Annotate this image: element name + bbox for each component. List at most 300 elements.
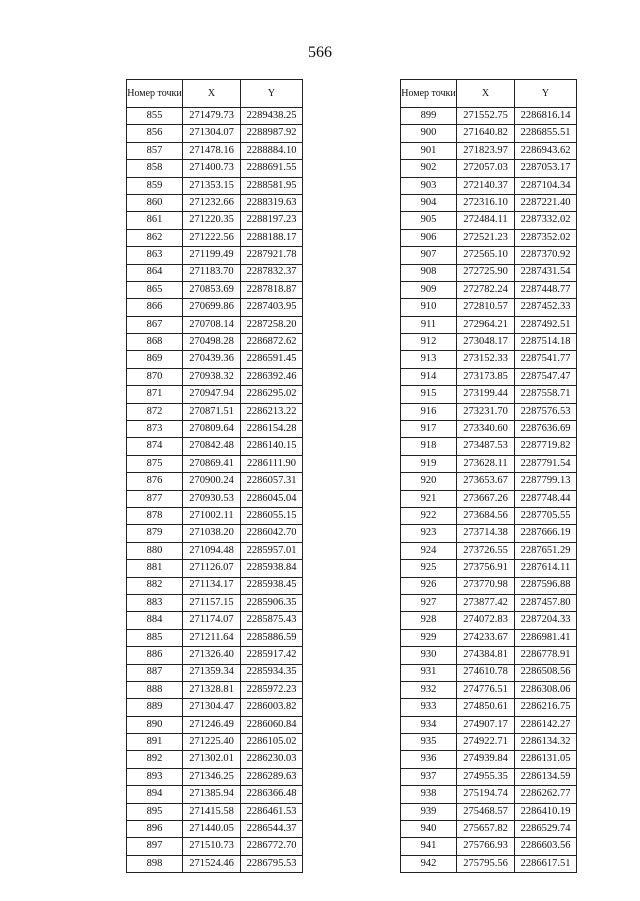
y-coordinate-cell: 2286772.70 <box>241 838 303 855</box>
point-number-cell: 880 <box>127 542 183 559</box>
table-row <box>127 403 303 420</box>
y-coordinate-cell: 2286055.15 <box>241 507 303 524</box>
table-row <box>127 229 303 246</box>
y-coordinate-cell: 2286603.56 <box>515 838 577 855</box>
table-row <box>401 507 577 524</box>
x-coordinate-cell: 271524.46 <box>183 855 241 872</box>
table-row <box>401 194 577 211</box>
y-coordinate-cell: 2287514.18 <box>515 334 577 351</box>
point-number-cell: 862 <box>127 229 183 246</box>
table-row <box>127 212 303 229</box>
table-row <box>401 108 577 125</box>
y-coordinate-cell: 2288197.23 <box>241 212 303 229</box>
y-coordinate-cell: 2286262.77 <box>515 786 577 803</box>
x-coordinate-cell: 275194.74 <box>457 786 515 803</box>
table-row <box>127 855 303 872</box>
x-coordinate-cell: 271225.40 <box>183 734 241 751</box>
x-coordinate-cell: 272810.57 <box>457 299 515 316</box>
y-coordinate-cell: 2286230.03 <box>241 751 303 768</box>
table-header-row <box>127 80 303 108</box>
point-number-cell: 923 <box>401 525 457 542</box>
x-coordinate-cell: 274776.51 <box>457 681 515 698</box>
y-coordinate-cell: 2286289.63 <box>241 768 303 785</box>
table-header-row <box>401 80 577 108</box>
point-number-cell: 935 <box>401 734 457 751</box>
point-number-cell: 901 <box>401 142 457 159</box>
y-coordinate-cell: 2286591.45 <box>241 351 303 368</box>
table-row <box>401 855 577 872</box>
point-number-cell: 909 <box>401 281 457 298</box>
x-coordinate-cell: 274907.17 <box>457 716 515 733</box>
table-row <box>401 421 577 438</box>
table-row <box>401 647 577 664</box>
y-coordinate-cell: 2287818.87 <box>241 281 303 298</box>
x-coordinate-cell: 272964.21 <box>457 316 515 333</box>
point-number-cell: 865 <box>127 281 183 298</box>
table-row <box>401 629 577 646</box>
y-coordinate-cell: 2287719.82 <box>515 438 577 455</box>
x-coordinate-cell: 270871.51 <box>183 403 241 420</box>
point-number-cell: 863 <box>127 247 183 264</box>
table-row <box>127 438 303 455</box>
point-number-cell: 887 <box>127 664 183 681</box>
point-number-cell: 905 <box>401 212 457 229</box>
y-coordinate-cell: 2285886.59 <box>241 629 303 646</box>
table-row <box>127 160 303 177</box>
x-coordinate-cell: 272725.90 <box>457 264 515 281</box>
table-row <box>127 838 303 855</box>
table-row <box>127 455 303 472</box>
point-number-cell: 900 <box>401 125 457 142</box>
table-row <box>401 577 577 594</box>
point-number-cell: 879 <box>127 525 183 542</box>
table-row <box>127 368 303 385</box>
table-row <box>401 594 577 611</box>
header-y: Y <box>241 80 303 108</box>
point-number-cell: 864 <box>127 264 183 281</box>
point-number-cell: 933 <box>401 699 457 716</box>
table-row <box>127 681 303 698</box>
table-row <box>401 716 577 733</box>
point-number-cell: 890 <box>127 716 183 733</box>
point-number-cell: 877 <box>127 490 183 507</box>
table-row <box>401 681 577 698</box>
y-coordinate-cell: 2286816.14 <box>515 108 577 125</box>
table-row <box>401 768 577 785</box>
y-coordinate-cell: 2287403.95 <box>241 299 303 316</box>
x-coordinate-cell: 270947.94 <box>183 386 241 403</box>
y-coordinate-cell: 2286529.74 <box>515 821 577 838</box>
x-coordinate-cell: 274610.78 <box>457 664 515 681</box>
x-coordinate-cell: 271183.70 <box>183 264 241 281</box>
table-row <box>127 507 303 524</box>
point-number-cell: 874 <box>127 438 183 455</box>
x-coordinate-cell: 273199.44 <box>457 386 515 403</box>
table-row <box>127 142 303 159</box>
point-number-cell: 924 <box>401 542 457 559</box>
point-number-cell: 876 <box>127 473 183 490</box>
y-coordinate-cell: 2288581.95 <box>241 177 303 194</box>
x-coordinate-cell: 274384.81 <box>457 647 515 664</box>
table-row <box>127 299 303 316</box>
y-coordinate-cell: 2287204.33 <box>515 612 577 629</box>
point-number-cell: 937 <box>401 768 457 785</box>
table-row <box>127 751 303 768</box>
table-row <box>127 542 303 559</box>
point-number-cell: 886 <box>127 647 183 664</box>
y-coordinate-cell: 2285875.43 <box>241 612 303 629</box>
point-number-cell: 902 <box>401 160 457 177</box>
x-coordinate-cell: 272521.23 <box>457 229 515 246</box>
x-coordinate-cell: 271199.49 <box>183 247 241 264</box>
y-coordinate-cell: 2285938.84 <box>241 560 303 577</box>
x-coordinate-cell: 271823.97 <box>457 142 515 159</box>
x-coordinate-cell: 271328.81 <box>183 681 241 698</box>
y-coordinate-cell: 2288987.92 <box>241 125 303 142</box>
x-coordinate-cell: 273756.91 <box>457 560 515 577</box>
x-coordinate-cell: 271326.40 <box>183 647 241 664</box>
y-coordinate-cell: 2286105.02 <box>241 734 303 751</box>
x-coordinate-cell: 271440.05 <box>183 821 241 838</box>
point-number-cell: 914 <box>401 368 457 385</box>
table-row <box>401 455 577 472</box>
x-coordinate-cell: 275657.82 <box>457 821 515 838</box>
y-coordinate-cell: 2286366.48 <box>241 786 303 803</box>
table-row <box>127 386 303 403</box>
x-coordinate-cell: 270439.36 <box>183 351 241 368</box>
point-number-cell: 942 <box>401 855 457 872</box>
x-coordinate-cell: 271302.01 <box>183 751 241 768</box>
x-coordinate-cell: 270498.28 <box>183 334 241 351</box>
x-coordinate-cell: 271400.73 <box>183 160 241 177</box>
table-row <box>127 647 303 664</box>
x-coordinate-cell: 275795.56 <box>457 855 515 872</box>
y-coordinate-cell: 2287791.54 <box>515 455 577 472</box>
point-number-cell: 918 <box>401 438 457 455</box>
point-number-cell: 859 <box>127 177 183 194</box>
x-coordinate-cell: 271510.73 <box>183 838 241 855</box>
y-coordinate-cell: 2287053.17 <box>515 160 577 177</box>
x-coordinate-cell: 273231.70 <box>457 403 515 420</box>
table-row <box>127 473 303 490</box>
point-number-cell: 861 <box>127 212 183 229</box>
table-row <box>401 403 577 420</box>
table-row <box>127 699 303 716</box>
point-number-cell: 907 <box>401 247 457 264</box>
table-row <box>127 612 303 629</box>
header-x: X <box>183 80 241 108</box>
coordinates-table-left <box>126 79 303 873</box>
x-coordinate-cell: 270938.32 <box>183 368 241 385</box>
point-number-cell: 898 <box>127 855 183 872</box>
y-coordinate-cell: 2288691.55 <box>241 160 303 177</box>
y-coordinate-cell: 2287705.55 <box>515 507 577 524</box>
x-coordinate-cell: 271094.48 <box>183 542 241 559</box>
table-row <box>127 786 303 803</box>
x-coordinate-cell: 271359.34 <box>183 664 241 681</box>
x-coordinate-cell: 273684.56 <box>457 507 515 524</box>
y-coordinate-cell: 2286855.51 <box>515 125 577 142</box>
point-number-cell: 872 <box>127 403 183 420</box>
x-coordinate-cell: 272140.37 <box>457 177 515 194</box>
point-number-cell: 884 <box>127 612 183 629</box>
point-number-cell: 893 <box>127 768 183 785</box>
table-row <box>127 803 303 820</box>
table-row <box>127 194 303 211</box>
y-coordinate-cell: 2287596.88 <box>515 577 577 594</box>
y-coordinate-cell: 2286392.46 <box>241 368 303 385</box>
y-coordinate-cell: 2287431.54 <box>515 264 577 281</box>
point-number-cell: 857 <box>127 142 183 159</box>
point-number-cell: 916 <box>401 403 457 420</box>
point-number-cell: 891 <box>127 734 183 751</box>
x-coordinate-cell: 275468.57 <box>457 803 515 820</box>
table-row <box>401 177 577 194</box>
y-coordinate-cell: 2287492.51 <box>515 316 577 333</box>
table-row <box>127 177 303 194</box>
x-coordinate-cell: 271126.07 <box>183 560 241 577</box>
y-coordinate-cell: 2285938.45 <box>241 577 303 594</box>
x-coordinate-cell: 271415.58 <box>183 803 241 820</box>
y-coordinate-cell: 2287352.02 <box>515 229 577 246</box>
y-coordinate-cell: 2287547.47 <box>515 368 577 385</box>
x-coordinate-cell: 271220.35 <box>183 212 241 229</box>
table-row <box>127 525 303 542</box>
x-coordinate-cell: 271222.56 <box>183 229 241 246</box>
table-row <box>401 316 577 333</box>
x-coordinate-cell: 271002.11 <box>183 507 241 524</box>
point-number-cell: 910 <box>401 299 457 316</box>
point-number-cell: 896 <box>127 821 183 838</box>
point-number-cell: 939 <box>401 803 457 820</box>
point-number-cell: 878 <box>127 507 183 524</box>
x-coordinate-cell: 273628.11 <box>457 455 515 472</box>
y-coordinate-cell: 2286154.28 <box>241 421 303 438</box>
y-coordinate-cell: 2286981.41 <box>515 629 577 646</box>
point-number-cell: 927 <box>401 594 457 611</box>
point-number-cell: 912 <box>401 334 457 351</box>
y-coordinate-cell: 2286410.19 <box>515 803 577 820</box>
point-number-cell: 895 <box>127 803 183 820</box>
table-row <box>127 664 303 681</box>
point-number-cell: 920 <box>401 473 457 490</box>
x-coordinate-cell: 271640.82 <box>457 125 515 142</box>
y-coordinate-cell: 2286617.51 <box>515 855 577 872</box>
x-coordinate-cell: 274922.71 <box>457 734 515 751</box>
x-coordinate-cell: 273152.33 <box>457 351 515 368</box>
table-row <box>401 386 577 403</box>
table-row <box>127 316 303 333</box>
y-coordinate-cell: 2286111.90 <box>241 455 303 472</box>
point-number-cell: 881 <box>127 560 183 577</box>
y-coordinate-cell: 2286131.05 <box>515 751 577 768</box>
x-coordinate-cell: 274939.84 <box>457 751 515 768</box>
x-coordinate-cell: 271157.15 <box>183 594 241 611</box>
table-row <box>127 421 303 438</box>
point-number-cell: 888 <box>127 681 183 698</box>
x-coordinate-cell: 270842.48 <box>183 438 241 455</box>
y-coordinate-cell: 2285906.35 <box>241 594 303 611</box>
x-coordinate-cell: 271232.66 <box>183 194 241 211</box>
table-row <box>127 264 303 281</box>
x-coordinate-cell: 272565.10 <box>457 247 515 264</box>
table-row <box>127 560 303 577</box>
x-coordinate-cell: 273726.55 <box>457 542 515 559</box>
x-coordinate-cell: 270699.86 <box>183 299 241 316</box>
point-number-cell: 906 <box>401 229 457 246</box>
y-coordinate-cell: 2287332.02 <box>515 212 577 229</box>
point-number-cell: 921 <box>401 490 457 507</box>
x-coordinate-cell: 271479.73 <box>183 108 241 125</box>
x-coordinate-cell: 270930.53 <box>183 490 241 507</box>
point-number-cell: 885 <box>127 629 183 646</box>
point-number-cell: 882 <box>127 577 183 594</box>
y-coordinate-cell: 2287221.40 <box>515 194 577 211</box>
y-coordinate-cell: 2287370.92 <box>515 247 577 264</box>
y-coordinate-cell: 2287541.77 <box>515 351 577 368</box>
table-row <box>127 351 303 368</box>
y-coordinate-cell: 2287799.13 <box>515 473 577 490</box>
table-row <box>401 560 577 577</box>
x-coordinate-cell: 272316.10 <box>457 194 515 211</box>
x-coordinate-cell: 270809.64 <box>183 421 241 438</box>
y-coordinate-cell: 2289438.25 <box>241 108 303 125</box>
y-coordinate-cell: 2287832.37 <box>241 264 303 281</box>
table-row <box>401 247 577 264</box>
table-row <box>127 821 303 838</box>
point-number-cell: 917 <box>401 421 457 438</box>
table-row <box>127 629 303 646</box>
y-coordinate-cell: 2287452.33 <box>515 299 577 316</box>
x-coordinate-cell: 271174.07 <box>183 612 241 629</box>
x-coordinate-cell: 270869.41 <box>183 455 241 472</box>
point-number-cell: 932 <box>401 681 457 698</box>
table-row <box>401 803 577 820</box>
x-coordinate-cell: 273653.67 <box>457 473 515 490</box>
x-coordinate-cell: 271134.17 <box>183 577 241 594</box>
point-number-cell: 908 <box>401 264 457 281</box>
table-row <box>127 125 303 142</box>
point-number-cell: 915 <box>401 386 457 403</box>
table-row <box>401 473 577 490</box>
x-coordinate-cell: 273877.42 <box>457 594 515 611</box>
table-row <box>401 525 577 542</box>
x-coordinate-cell: 271211.64 <box>183 629 241 646</box>
x-coordinate-cell: 271038.20 <box>183 525 241 542</box>
x-coordinate-cell: 271353.15 <box>183 177 241 194</box>
y-coordinate-cell: 2286216.75 <box>515 699 577 716</box>
y-coordinate-cell: 2286872.62 <box>241 334 303 351</box>
header-y: Y <box>515 80 577 108</box>
point-number-cell: 883 <box>127 594 183 611</box>
y-coordinate-cell: 2287921.78 <box>241 247 303 264</box>
y-coordinate-cell: 2288188.17 <box>241 229 303 246</box>
y-coordinate-cell: 2287614.11 <box>515 560 577 577</box>
x-coordinate-cell: 271246.49 <box>183 716 241 733</box>
point-number-cell: 856 <box>127 125 183 142</box>
x-coordinate-cell: 274850.61 <box>457 699 515 716</box>
point-number-cell: 940 <box>401 821 457 838</box>
point-number-cell: 892 <box>127 751 183 768</box>
table-row <box>401 699 577 716</box>
point-number-cell: 936 <box>401 751 457 768</box>
x-coordinate-cell: 273487.53 <box>457 438 515 455</box>
point-number-cell: 925 <box>401 560 457 577</box>
table-row <box>127 334 303 351</box>
x-coordinate-cell: 275766.93 <box>457 838 515 855</box>
table-row <box>127 768 303 785</box>
point-number-cell: 875 <box>127 455 183 472</box>
point-number-cell: 897 <box>127 838 183 855</box>
y-coordinate-cell: 2286045.04 <box>241 490 303 507</box>
y-coordinate-cell: 2287651.29 <box>515 542 577 559</box>
header-point-number: Номер точки <box>127 80 183 108</box>
table-row <box>401 664 577 681</box>
point-number-cell: 894 <box>127 786 183 803</box>
y-coordinate-cell: 2286308.06 <box>515 681 577 698</box>
y-coordinate-cell: 2286057.31 <box>241 473 303 490</box>
x-coordinate-cell: 273714.38 <box>457 525 515 542</box>
header-point-number: Номер точки <box>401 80 457 108</box>
x-coordinate-cell: 273340.60 <box>457 421 515 438</box>
table-row <box>401 438 577 455</box>
point-number-cell: 941 <box>401 838 457 855</box>
table-row <box>401 612 577 629</box>
table-row <box>401 160 577 177</box>
table-row <box>401 334 577 351</box>
table-row <box>401 264 577 281</box>
table-row <box>401 838 577 855</box>
y-coordinate-cell: 2287558.71 <box>515 386 577 403</box>
x-coordinate-cell: 273048.17 <box>457 334 515 351</box>
point-number-cell: 869 <box>127 351 183 368</box>
x-coordinate-cell: 273667.26 <box>457 490 515 507</box>
y-coordinate-cell: 2286461.53 <box>241 803 303 820</box>
y-coordinate-cell: 2287748.44 <box>515 490 577 507</box>
header-x: X <box>457 80 515 108</box>
table-row <box>401 281 577 298</box>
table-row <box>127 247 303 264</box>
table-row <box>401 734 577 751</box>
x-coordinate-cell: 271385.94 <box>183 786 241 803</box>
table-row <box>401 821 577 838</box>
point-number-cell: 858 <box>127 160 183 177</box>
table-row <box>127 108 303 125</box>
point-number-cell: 911 <box>401 316 457 333</box>
x-coordinate-cell: 271304.47 <box>183 699 241 716</box>
y-coordinate-cell: 2286142.27 <box>515 716 577 733</box>
point-number-cell: 899 <box>401 108 457 125</box>
y-coordinate-cell: 2288884.10 <box>241 142 303 159</box>
x-coordinate-cell: 273770.98 <box>457 577 515 594</box>
y-coordinate-cell: 2285972.23 <box>241 681 303 698</box>
y-coordinate-cell: 2287576.53 <box>515 403 577 420</box>
y-coordinate-cell: 2286544.37 <box>241 821 303 838</box>
y-coordinate-cell: 2286060.84 <box>241 716 303 733</box>
y-coordinate-cell: 2286134.32 <box>515 734 577 751</box>
y-coordinate-cell: 2287448.77 <box>515 281 577 298</box>
table-row <box>127 734 303 751</box>
point-number-cell: 868 <box>127 334 183 351</box>
point-number-cell: 855 <box>127 108 183 125</box>
x-coordinate-cell: 273173.85 <box>457 368 515 385</box>
table-row <box>127 577 303 594</box>
y-coordinate-cell: 2286003.82 <box>241 699 303 716</box>
y-coordinate-cell: 2286140.15 <box>241 438 303 455</box>
point-number-cell: 922 <box>401 507 457 524</box>
point-number-cell: 934 <box>401 716 457 733</box>
table-row <box>401 490 577 507</box>
